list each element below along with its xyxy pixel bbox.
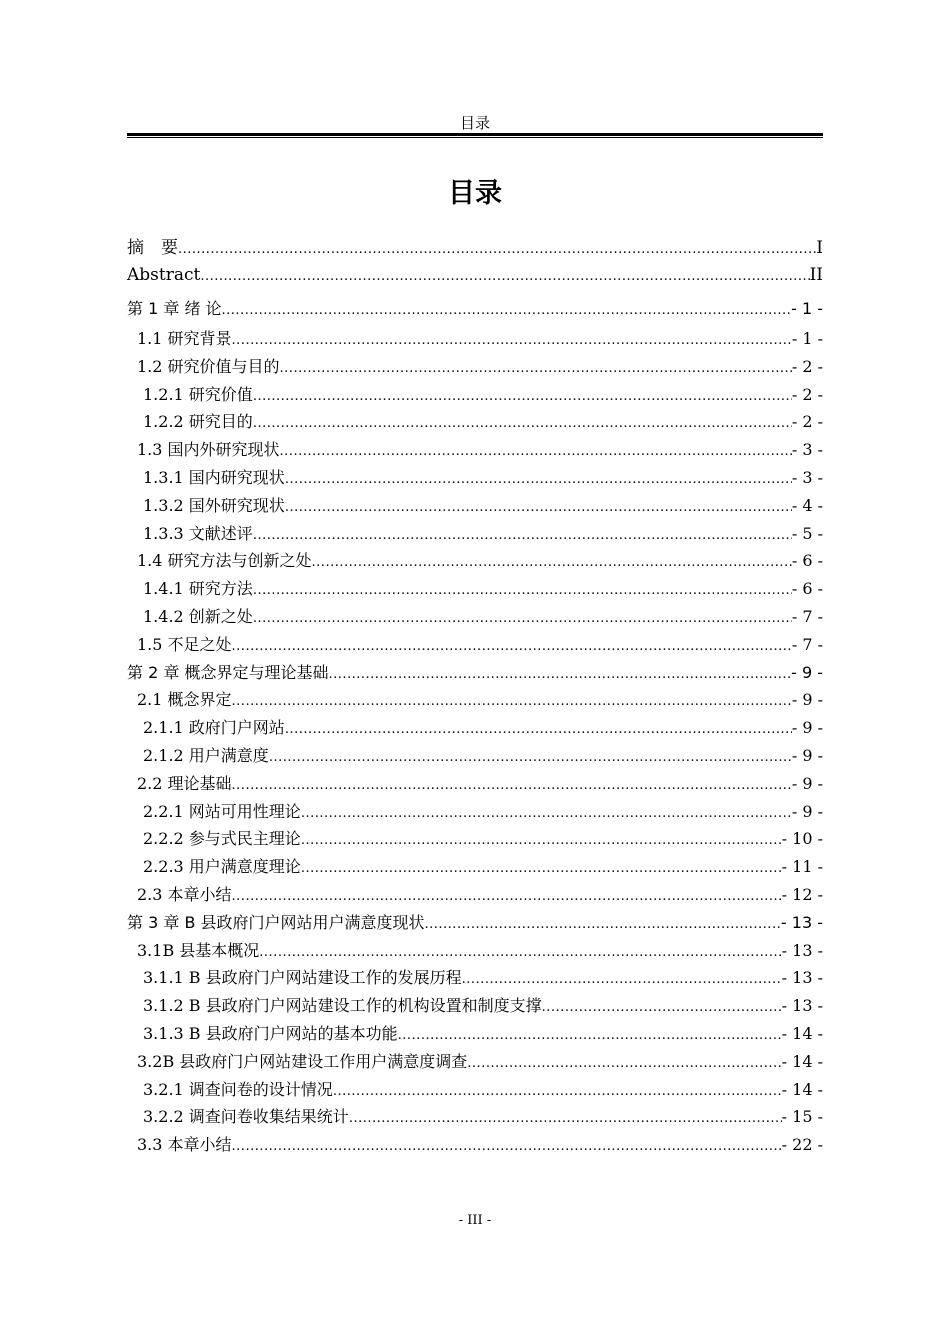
- toc-entry-page: - 2 -: [791, 385, 823, 404]
- toc-entry-label: 2.2.3 用户满意度理论: [143, 857, 301, 876]
- toc-entry-label: 1.3.3 文献述评: [143, 524, 253, 543]
- toc-dot-leader: [462, 972, 782, 987]
- toc-entry[interactable]: [127, 1132, 823, 1156]
- toc-entry-label: 2.2.1 网站可用性理论: [143, 802, 301, 821]
- toc-entry-page: - 3 -: [791, 440, 823, 459]
- toc-entry[interactable]: [127, 715, 823, 739]
- toc-entry-page: - 13 -: [781, 996, 823, 1015]
- toc-dot-leader: [200, 269, 809, 284]
- toc-entry[interactable]: [127, 743, 823, 767]
- toc-dot-leader: [301, 861, 782, 876]
- toc-dot-leader: [269, 750, 792, 765]
- toc-entry-label: 2.3 本章小结: [137, 885, 232, 904]
- toc-entry-label: 3.2B 县政府门户网站建设工作用户满意度调查: [137, 1052, 468, 1071]
- toc-dot-leader: [349, 1111, 782, 1126]
- toc-entry-page: - 14 -: [781, 1080, 823, 1099]
- toc-entry[interactable]: [127, 1021, 823, 1045]
- toc-dot-leader: [232, 1139, 782, 1154]
- toc-entry-label: 2.2.2 参与式民主理论: [143, 829, 301, 848]
- toc-entry-page: - 3 -: [791, 468, 823, 487]
- toc-dot-leader: [222, 303, 792, 318]
- toc-entry-page: - 14 -: [781, 1052, 823, 1071]
- toc-dot-leader: [253, 528, 792, 543]
- toc-entry-page: - 7 -: [791, 607, 823, 626]
- toc-entry[interactable]: [127, 1077, 823, 1101]
- toc-entry[interactable]: [127, 465, 823, 489]
- toc-dot-leader: [232, 694, 792, 709]
- toc-entry-page: - 7 -: [791, 635, 823, 654]
- toc-entry-label: 3.1.3 B 县政府门户网站的基本功能: [143, 1024, 398, 1043]
- toc-dot-leader: [542, 1000, 782, 1015]
- toc-entry[interactable]: [127, 576, 823, 600]
- toc-entry[interactable]: [127, 687, 823, 711]
- toc-dot-leader: [301, 833, 782, 848]
- toc-entry-label: 3.1.2 B 县政府门户网站建设工作的机构设置和制度支撑: [143, 996, 542, 1015]
- toc-dot-leader: [425, 917, 781, 932]
- toc-entry-page: - 5 -: [791, 524, 823, 543]
- toc-entry-page: - 9 -: [791, 746, 823, 765]
- toc-entry[interactable]: [127, 993, 823, 1017]
- toc-entry[interactable]: [127, 854, 823, 878]
- toc-entry-label: 3.2.2 调查问卷收集结果统计: [143, 1107, 349, 1126]
- toc-entry[interactable]: [127, 826, 823, 850]
- toc-entry[interactable]: [127, 1104, 823, 1128]
- toc-entry-label: 1.5 不足之处: [137, 635, 232, 654]
- toc-dot-leader: [467, 1056, 781, 1071]
- toc-entry-label: 3.1B 县基本概况: [137, 941, 260, 960]
- toc-entry[interactable]: [127, 521, 823, 545]
- toc-dot-leader: [398, 1028, 782, 1043]
- toc-entry-page: - 9 -: [791, 802, 823, 821]
- toc-entry-label: 1.2.1 研究价值: [143, 385, 253, 404]
- page-number: - III -: [458, 1213, 492, 1228]
- toc-entry-label: 1.2.2 研究目的: [143, 412, 253, 431]
- toc-entry-label: 1.4 研究方法与创新之处: [137, 551, 312, 570]
- toc-entry[interactable]: [127, 382, 823, 406]
- toc-entry[interactable]: [127, 910, 823, 934]
- toc-entry-label: 3.2.1 调查问卷的设计情况: [143, 1080, 333, 1099]
- toc-entry[interactable]: [127, 604, 823, 628]
- toc-entry-page: - 22 -: [781, 1135, 823, 1154]
- toc-entry[interactable]: [127, 548, 823, 572]
- toc-entry-page: - 6 -: [791, 579, 823, 598]
- toc-entry-page: - 15 -: [781, 1107, 823, 1126]
- toc-entry-page: - 13 -: [781, 941, 823, 960]
- toc-dot-leader: [253, 389, 792, 404]
- toc-entry-page: - 10 -: [781, 829, 823, 848]
- toc-entry[interactable]: [127, 326, 823, 350]
- toc-entry-label: 第 1 章 绪 论: [127, 299, 222, 318]
- toc-entry-page: - 9 -: [791, 663, 823, 682]
- toc-entry-page: - 2 -: [791, 412, 823, 431]
- toc-entry-label: 摘 要: [127, 238, 178, 258]
- toc-entry-label: 3.1.1 B 县政府门户网站建设工作的发展历程: [143, 968, 462, 987]
- toc-entry[interactable]: [127, 409, 823, 433]
- toc-entry-page: - 6 -: [791, 551, 823, 570]
- toc-entry-page: - 9 -: [791, 718, 823, 737]
- toc-entry-page: - 9 -: [791, 774, 823, 793]
- toc-entry[interactable]: [127, 354, 823, 378]
- toc-dot-leader: [285, 500, 792, 515]
- toc-entry-label: 3.3 本章小结: [137, 1135, 232, 1154]
- toc-entry-page: - 4 -: [791, 496, 823, 515]
- toc-dot-leader: [280, 361, 792, 376]
- toc-dot-leader: [333, 1084, 782, 1099]
- toc-dot-leader: [280, 444, 792, 459]
- toc-dot-leader: [301, 806, 792, 821]
- toc-entry-page: - 13 -: [781, 968, 823, 987]
- toc-entry[interactable]: [127, 493, 823, 517]
- toc-dot-leader: [232, 333, 792, 348]
- toc-entry[interactable]: [127, 882, 823, 906]
- toc-entry-page: II: [809, 265, 823, 285]
- toc-entry-page: - 13 -: [780, 913, 823, 932]
- toc-dot-leader: [285, 472, 792, 487]
- toc-entry-label: 2.1.1 政府门户网站: [143, 718, 285, 737]
- toc-entry-page: - 9 -: [791, 690, 823, 709]
- toc-entry-page: - 2 -: [791, 357, 823, 376]
- toc-entry[interactable]: [127, 296, 823, 320]
- toc-entry[interactable]: [127, 965, 823, 989]
- toc-dot-leader: [312, 555, 792, 570]
- toc-entry-label: 1.3.2 国外研究现状: [143, 496, 285, 515]
- toc-entry-label: 1.4.2 创新之处: [143, 607, 253, 626]
- toc-entry-page: - 14 -: [781, 1024, 823, 1043]
- toc-dot-leader: [232, 889, 782, 904]
- toc-dot-leader: [253, 583, 792, 598]
- toc-entry-label: 1.4.1 研究方法: [143, 579, 253, 598]
- toc-dot-leader: [232, 778, 792, 793]
- toc-entry-label: 1.3.1 国内研究现状: [143, 468, 285, 487]
- toc-entry[interactable]: [127, 938, 823, 962]
- toc-dot-leader: [253, 416, 792, 431]
- toc-entry-page: - 11 -: [781, 857, 823, 876]
- toc-entry-label: 1.3 国内外研究现状: [137, 440, 280, 459]
- toc-entry[interactable]: [127, 233, 823, 257]
- page-title: 目录: [448, 178, 502, 209]
- toc-entry[interactable]: [127, 771, 823, 795]
- toc-dot-leader: [232, 639, 792, 654]
- toc-dot-leader: [285, 722, 792, 737]
- toc-entry[interactable]: [127, 265, 823, 289]
- toc-dot-leader: [259, 945, 781, 960]
- toc-entry-label: Abstract: [127, 265, 201, 285]
- toc-entry-label: 1.1 研究背景: [137, 329, 232, 348]
- toc-entry-page: - 1 -: [791, 329, 823, 348]
- toc-entry[interactable]: [127, 799, 823, 823]
- toc-entry[interactable]: [127, 632, 823, 656]
- toc-dot-leader: [328, 667, 791, 682]
- toc-entry-page: - 1 -: [791, 299, 823, 318]
- toc-entry-label: 2.1.2 用户满意度: [143, 746, 269, 765]
- toc-entry[interactable]: [127, 1049, 823, 1073]
- toc-entry-label: 第 2 章 概念界定与理论基础: [127, 663, 329, 682]
- running-header: 目录: [459, 114, 490, 132]
- toc-entry-label: 2.2 理论基础: [137, 774, 232, 793]
- toc-entry-label: 2.1 概念界定: [137, 690, 232, 709]
- header-rule: [127, 133, 823, 138]
- toc-entry-label: 1.2 研究价值与目的: [137, 357, 280, 376]
- toc-entry-label: 第 3 章 B 县政府门户网站用户满意度现状: [127, 913, 425, 932]
- toc-dot-leader: [178, 242, 816, 257]
- toc-entry-page: - 12 -: [781, 885, 823, 904]
- toc-entry[interactable]: [127, 660, 823, 684]
- toc-entry[interactable]: [127, 437, 823, 461]
- toc-dot-leader: [253, 611, 792, 626]
- toc-entry-page: I: [816, 238, 823, 258]
